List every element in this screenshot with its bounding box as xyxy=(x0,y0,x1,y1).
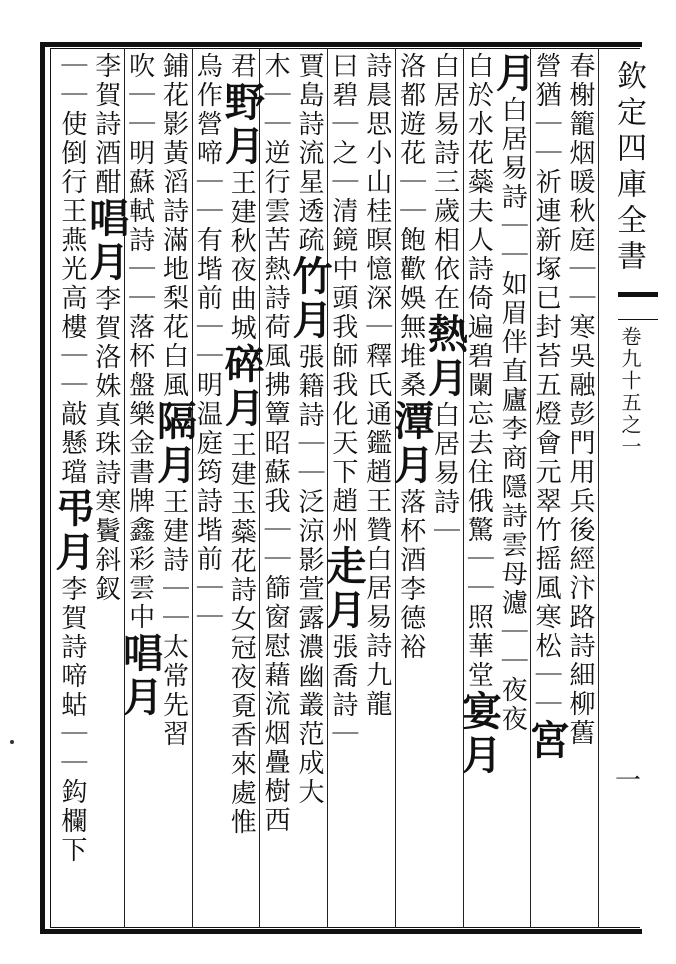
text-column xyxy=(116,52,164,922)
text-segment: 有堦前｜｜明温庭筠詩堦前｜｜ xyxy=(192,226,223,632)
volume-label: 卷九十五之一 xyxy=(618,326,642,458)
text-segment: 詩晨思小山桂暝憶深｜釋氏通鑑趙王贊 xyxy=(361,52,392,545)
text-column xyxy=(387,52,435,922)
column-rule xyxy=(259,48,260,928)
ink-speck xyxy=(10,740,14,744)
text-segment: 流烟疊樹西 xyxy=(260,690,291,835)
text-column xyxy=(523,52,571,922)
text-segment: 木｜｜逆行雲 xyxy=(260,52,291,226)
text-column xyxy=(48,52,96,922)
text-column xyxy=(218,52,266,922)
text-segment: 白於水花蘂夫人詩倚遍碧闌忘去住俄驚｜｜照華堂 xyxy=(463,52,494,690)
text-segment: 烏作營啼｜｜ xyxy=(192,52,223,226)
text-segment: ｜｜鈎欄下 xyxy=(56,720,87,865)
text-segment: 君 xyxy=(226,52,257,81)
headword: 野月 xyxy=(218,81,266,169)
text-column xyxy=(363,52,395,922)
text-segment: 賈島詩流星透疏 xyxy=(294,52,324,255)
text-segment: 王建詩｜｜太常先習 xyxy=(158,488,189,749)
text-segment: 張籍詩｜｜泛涼影萱露濃幽叢范成大 xyxy=(294,343,324,807)
text-column xyxy=(194,52,226,922)
column-rule xyxy=(395,48,396,928)
text-segment: 苦熱詩荷風拂簟昭蘇我｜｜篩窗慰藉 xyxy=(260,226,291,690)
headword: 唱月 xyxy=(82,197,130,285)
text-segment: 吹｜｜明蘇軾詩｜｜落杯盤 xyxy=(124,52,155,400)
column-rule xyxy=(598,48,599,928)
text-segment: 李賀詩酒酣 xyxy=(90,52,121,197)
text-segment: 王建玉蘂花詩女冠夜覔香來處惟 xyxy=(226,431,257,837)
text-segment: 鋪花影黃滔詩滿地梨花白風 xyxy=(158,52,189,400)
text-segment: 白居易詩｜｜如眉伴直廬李商隱詩雲母濾｜｜夜夜 xyxy=(497,96,528,734)
text-column xyxy=(261,52,293,922)
headword: 竹月 xyxy=(286,255,333,343)
text-column xyxy=(82,52,130,922)
text-segment: 白居易詩三歲相依在 xyxy=(429,52,460,313)
text-column xyxy=(421,52,469,922)
headword: 碎月 xyxy=(218,343,266,431)
text-segment: 白居易詩九龍 xyxy=(361,545,392,719)
text-segment: 落杯酒李德裕 xyxy=(395,488,426,662)
text-column xyxy=(286,52,333,922)
column-rule xyxy=(463,48,464,928)
headword: 宴月 xyxy=(455,690,503,778)
text-segment: 營猶｜｜祈連新塚已封苔五燈會元翠竹摇風寒松｜｜ xyxy=(531,52,562,719)
text-column xyxy=(150,52,198,922)
text-column xyxy=(489,52,537,922)
headword: 熱月 xyxy=(421,313,469,401)
text-column xyxy=(566,52,598,922)
column-rule xyxy=(124,48,125,928)
text-segment: 李賀詩啼蛄 xyxy=(56,575,87,720)
text-segment: 春榭籠烟暖秋庭｜｜寒吳融彭門用兵後經汴路詩細柳舊 xyxy=(565,52,595,748)
fishtail-mark xyxy=(618,292,658,320)
text-segment: 王燕光高樓｜｜敲懸璫 xyxy=(56,197,87,487)
book-title: 欽定四庫全書 xyxy=(611,60,646,276)
text-segment: 王建秋夜曲城 xyxy=(226,169,257,343)
text-segment: ｜｜使倒行 xyxy=(56,52,87,197)
headword: 宮 xyxy=(523,719,571,763)
column-rule xyxy=(192,48,193,928)
text-column xyxy=(455,52,503,922)
text-segment: 白居易詩｜ xyxy=(429,401,460,546)
fold-mark: 一 xyxy=(615,766,642,796)
headword: 弔月 xyxy=(48,487,96,575)
text-segment: 洛都遊花｜｜飽歡娛 xyxy=(395,52,426,313)
text-segment: 張喬詩｜ xyxy=(327,633,358,749)
headword: 月 xyxy=(489,52,537,96)
headword: 唱月 xyxy=(116,632,164,720)
headword: 走月 xyxy=(319,545,367,633)
text-segment: 樂金書牌鑫彩雲中 xyxy=(124,400,155,632)
text-column xyxy=(319,52,367,922)
headword: 隔月 xyxy=(150,400,198,488)
text-segment: 無堆桑 xyxy=(395,313,426,400)
column-rule xyxy=(530,48,531,928)
text-segment: 曰碧｜之｜清鏡中頭我師我化天下趙州 xyxy=(327,52,358,545)
text-segment: 李賀洛姝真珠詩寒鬢斜釵 xyxy=(90,285,121,604)
headword: 潭月 xyxy=(387,400,435,488)
column-rule xyxy=(327,48,328,928)
